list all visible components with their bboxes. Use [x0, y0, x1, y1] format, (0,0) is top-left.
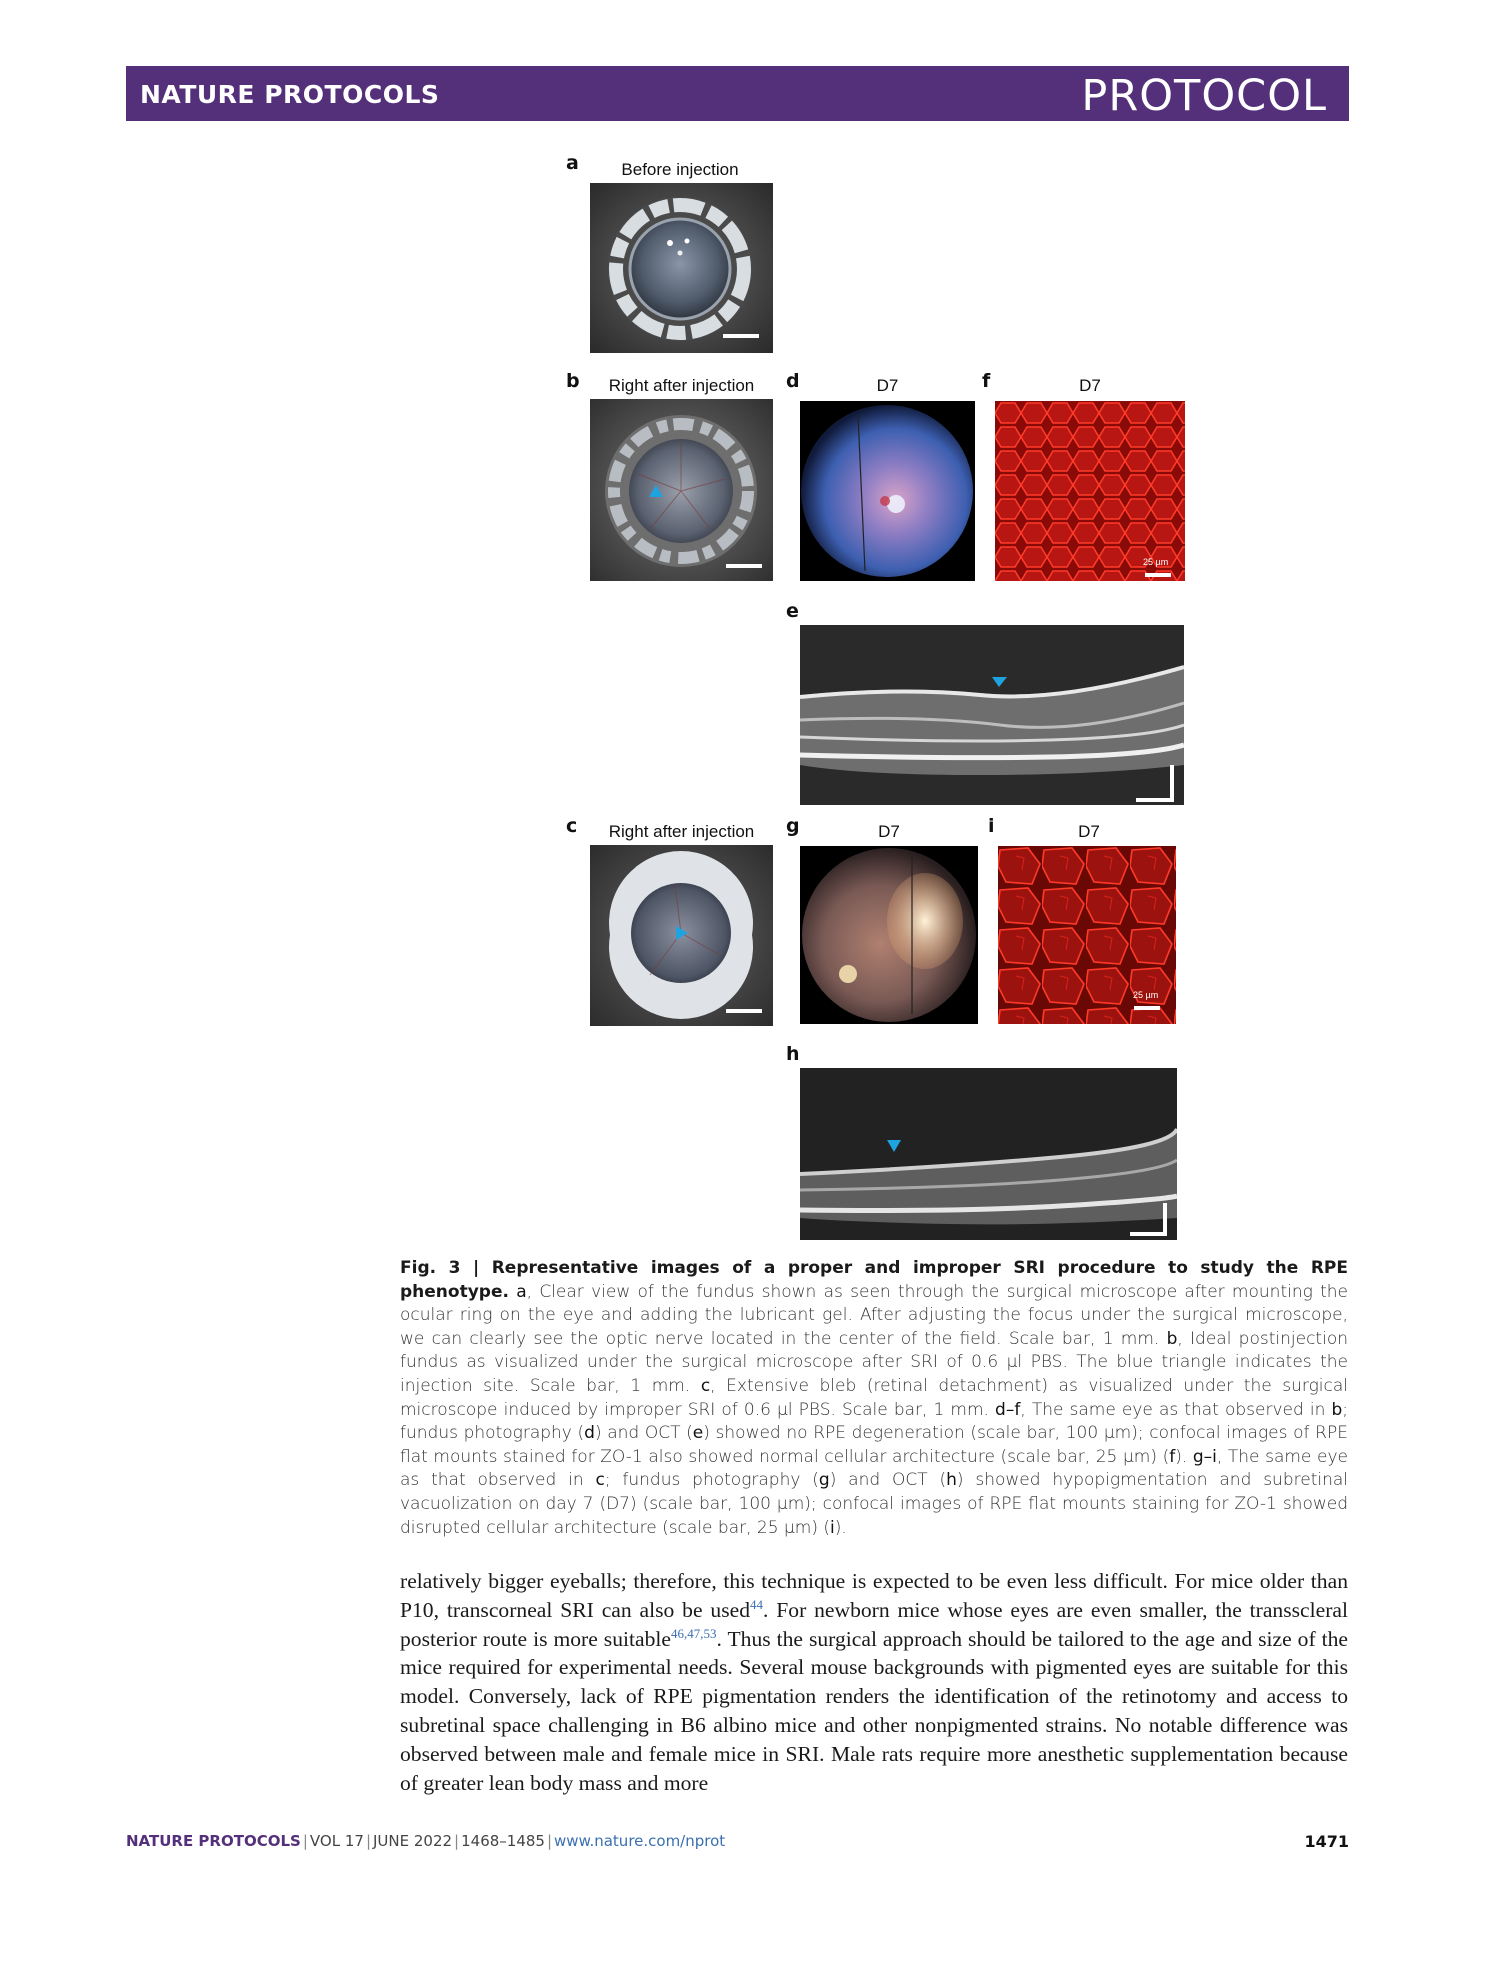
panel-b-image: [590, 399, 773, 581]
caption-text-df-4: ) showed no RPE degeneration (scale bar, 100 µm); confocal images of RPE flat mounts stained for ZO-1 also showed normal cellular architecture (scale bar, 25 µm) (: [400, 1423, 1348, 1467]
panel-h-letter: h: [786, 1043, 800, 1065]
caption-ref-c: c: [595, 1470, 605, 1491]
panel-c-image: [590, 845, 773, 1026]
panel-i-scale-label: 25 µm: [1133, 990, 1159, 1000]
caption-text-df-3: ) and OCT (: [594, 1423, 693, 1444]
panel-d-letter: d: [786, 370, 800, 392]
panel-c-letter: c: [566, 815, 578, 837]
caption-key-b: b: [1166, 1328, 1178, 1349]
caption-ref-e: e: [692, 1423, 704, 1444]
section-label: PROTOCOL: [1081, 71, 1327, 121]
footer-pages: 1468–1485: [461, 1832, 545, 1850]
page-number: 1471: [1304, 1832, 1349, 1851]
panel-i-letter: i: [988, 815, 995, 837]
figure-caption: [400, 1257, 1348, 1540]
caption-ref-g: g: [818, 1470, 830, 1491]
body-paragraph: [400, 1567, 1348, 1797]
citation-46-47-53[interactable]: 46,47,53: [670, 1625, 717, 1641]
caption-ref-d: d: [584, 1423, 595, 1444]
panel-b-letter: b: [566, 370, 580, 392]
citation-44[interactable]: 44: [750, 1596, 763, 1612]
panel-d-title: D7: [876, 376, 899, 395]
footer-volume: VOL 17: [309, 1832, 364, 1850]
caption-text-gi-4: ) showed hypopigmentation and subretinal vacuolization on day 7 (D7) (scale bar, 100 µm); confocal images of RPE flat mounts staining for ZO-1 showed disrupted cellular architecture (scale bar, 25 µm) (: [400, 1470, 1348, 1538]
panel-e-letter: e: [786, 600, 799, 622]
footer-journal: NATURE PROTOCOLS: [126, 1832, 301, 1850]
caption-text-b: , Ideal postinjection fundus as visualized under the surgical microscope after SRI of 0.6 µl PBS. The blue triangle indicates the injection site. Scale bar, 1 mm.: [400, 1328, 1348, 1396]
caption-key-c: c: [700, 1375, 711, 1396]
panel-d-image: [800, 401, 975, 581]
caption-text-df-1: , The same eye as that observed in: [1020, 1399, 1332, 1420]
caption-text-a: , Clear view of the fundus shown as seen through the surgical microscope after mounting the ocular ring on the eye and adding the lubricant gel. After adjusting the focus under the surgical microscope, we can clearly see the optic nerve located in the center of the field. Scale bar, 1 mm.: [400, 1281, 1348, 1349]
caption-ref-h: h: [946, 1470, 957, 1491]
panel-a-letter: a: [566, 152, 579, 174]
panel-c-title: Right after injection: [608, 822, 755, 841]
panel-g-title: D7: [878, 822, 900, 841]
panel-b-title: Right after injection: [608, 376, 755, 395]
page-footer: NATURE PROTOCOLS | VOL 17 | JUNE 2022 | 1468–1485 | www.nature.com/nprot 1471: [126, 1832, 1349, 1851]
panel-f-title: D7: [1079, 376, 1101, 395]
panel-g-image: [800, 846, 978, 1024]
caption-text-c: , Extensive bleb (retinal detachment) as visualized under the surgical microscope induced by improper SRI of 0.6 µl PBS. Scale bar, 1 mm.: [400, 1375, 1348, 1420]
panel-f-letter: f: [982, 370, 991, 392]
panel-f-image: [995, 401, 1185, 581]
caption-text-gi-3: ) and OCT (: [829, 1470, 947, 1491]
footer-date: JUNE 2022: [373, 1832, 453, 1850]
caption-ref-b: b: [1331, 1399, 1343, 1420]
caption-text-gi-2: ; fundus photography (: [604, 1470, 819, 1491]
panel-g-letter: g: [786, 815, 800, 837]
panel-a-title: Before injection: [621, 160, 739, 179]
panel-h-image: [800, 1068, 1177, 1240]
journal-name: NATURE PROTOCOLS: [140, 80, 440, 109]
body-text-3: . Thus the surgical approach should be tailored to the age and size of the mice required for experimental needs. Several mouse backgrounds with pigmented eyes are suitable for this model. Conversely, lack of RPE pigmentation renders the identification of the retinotomy and access to subretinal space challenging in B6 albino mice and other nonpigmented strains. No notable difference was observed between male and female mice in SRI. Male rats require more anesthetic supplementation because of greater lean body mass and more: [400, 1626, 1348, 1795]
caption-key-df: d–f: [995, 1399, 1021, 1420]
footer-url-link[interactable]: www.nature.com/nprot: [554, 1832, 726, 1850]
panel-a-image: [590, 183, 773, 353]
caption-text-gi-5: ).: [834, 1517, 847, 1538]
caption-ref-f: f: [1169, 1446, 1176, 1467]
caption-key-a: a: [516, 1281, 527, 1302]
panel-f-scale-label: 25 µm: [1143, 557, 1169, 567]
caption-key-gi: g–i: [1192, 1446, 1217, 1467]
caption-text-df-2: ; fundus photography (: [400, 1399, 1348, 1444]
panel-i-title: D7: [1078, 822, 1100, 841]
body-text-2: . For newborn mice whose eyes are even smaller, the transscleral posterior route is more suitable: [400, 1597, 1348, 1651]
body-text-1: relatively bigger eyeballs; therefore, this technique is expected to be even less difficult. For mice older than P10, transcorneal SRI can also be used: [400, 1569, 1348, 1622]
caption-text-df-5: ).: [1175, 1446, 1193, 1467]
panel-e-image: [800, 625, 1184, 805]
caption-ref-i: i: [830, 1517, 835, 1538]
caption-title: Fig. 3 | Representative images of a proper and improper SRI procedure to study the RPE phenotype.: [400, 1258, 1348, 1302]
caption-text-gi-1: , The same eye as that observed in: [400, 1446, 1348, 1491]
panel-i-image: [998, 846, 1176, 1024]
